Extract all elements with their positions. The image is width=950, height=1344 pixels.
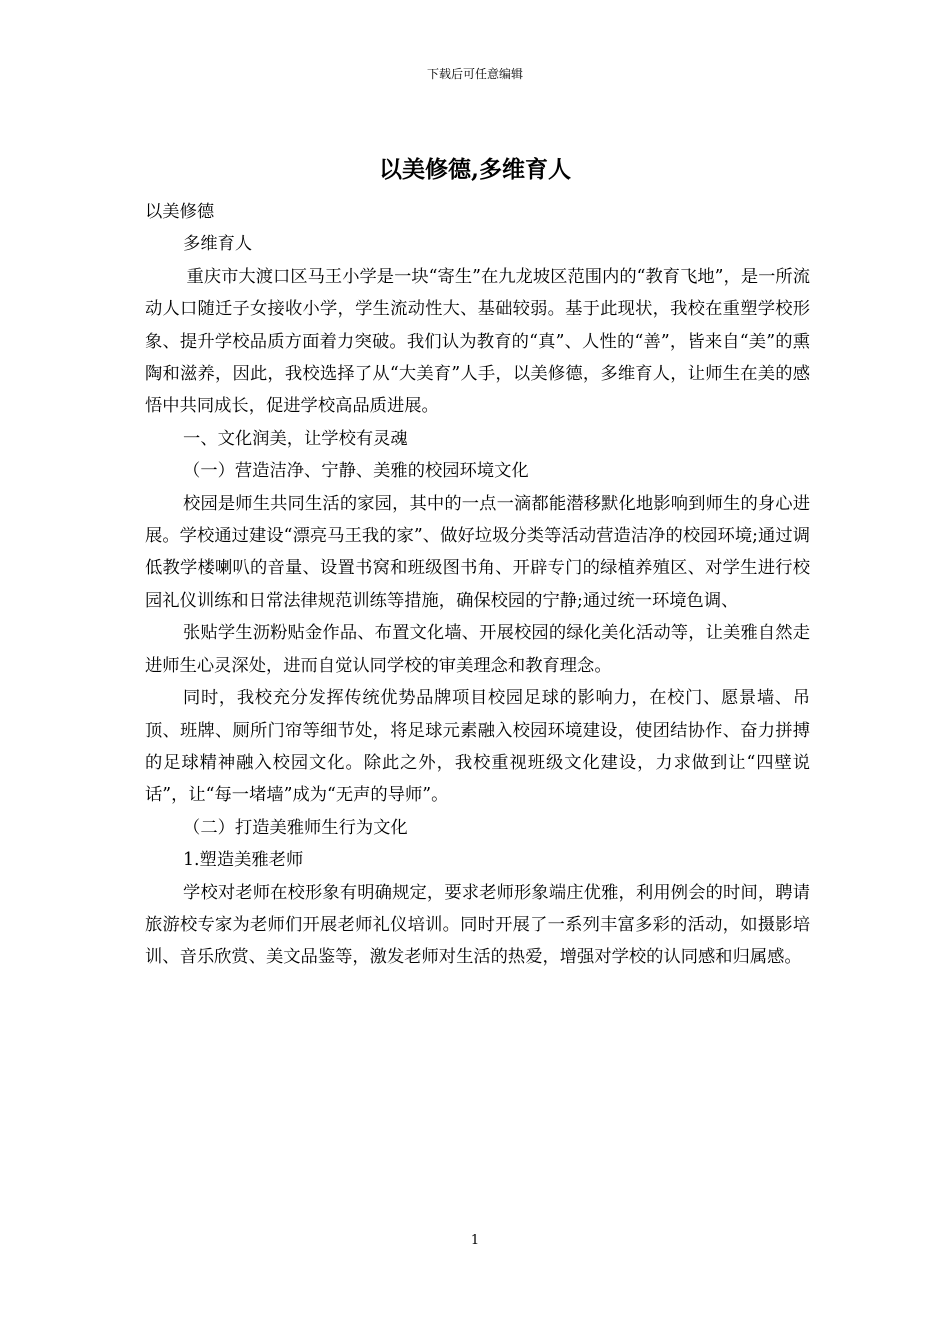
body-paragraph: 张贴学生沥粉贴金作品、布置文化墙、开展校园的绿化美化活动等，让美雅自然走进师生心灵深处，进而自觉认同学校的审美理念和教育理念。	[145, 623, 810, 676]
body-paragraph: 同时，我校充分发挥传统优势品牌项目校园足球的影响力，在校门、愿景墙、吊顶、班牌、厕所门帘等细节处，将足球元素融入校园环境建设，使团结协作、奋力拼搏的足球精神融入校园文化。除此之外，我校重视班级文化建设，力求做到让“四壁说话”，让“每一堵墙”成为“无声的导师”。	[145, 688, 810, 806]
body-paragraph: 学校对老师在校形象有明确规定，要求老师形象端庄优雅，利用例会的时间，聘请旅游校专家为老师们开展老师礼仪培训。同时开展了一系列丰富多彩的活动，如摄影培训、音乐欣赏、美文品鉴等，激发老师对生活的热爱，增强对学校的认同感和归属感。	[145, 882, 810, 968]
subsection-heading-2: （二）打造美雅师生行为文化	[183, 817, 408, 838]
document-body	[145, 196, 810, 974]
subtitle-line-2: 多维育人	[183, 234, 253, 255]
subsection-heading-1: （一）营造洁净、宁静、美雅的校园环境文化	[183, 461, 529, 482]
intro-paragraph: 重庆市大渡口区马王小学是一块“寄生”在九龙坡区范围内的“教育飞地”，是一所流动人口随迁子女接收小学，学生流动性大、基础较弱。基于此现状，我校在重塑学校形象、提升学校品质方面着力突破。我们认为教育的“真”、人性的“善”，皆来自“美”的熏陶和滋养，因此，我校选择了从“大美育”人手，以美修德，多维育人，让师生在美的感悟中共同成长，促进学校高品质进展。	[145, 266, 810, 417]
numbered-heading: 1.塑造美雅老师	[183, 850, 304, 871]
body-paragraph: 校园是师生共同生活的家园，其中的一点一滴都能潜移默化地影响到师生的身心进展。学校通过建设“漂亮马王我的家”、做好垃圾分类等活动营造洁净的校园环境;通过调低教学楼喇叭的音量、设置书窝和班级图书角、开辟专门的绿植养殖区、对学生进行校园礼仪训练和日常法律规范训练等措施，确保校园的宁静;通过统一环境色调、	[145, 493, 810, 611]
section-heading-1: 一、文化润美，让学校有灵魂	[183, 428, 408, 449]
document-title: 以美修德,多维育人	[378, 156, 571, 183]
subtitle-line-1: 以美修德	[145, 202, 215, 222]
page-number: 1	[470, 1233, 480, 1248]
page-header-note: 下载后可任意编辑	[426, 67, 523, 81]
